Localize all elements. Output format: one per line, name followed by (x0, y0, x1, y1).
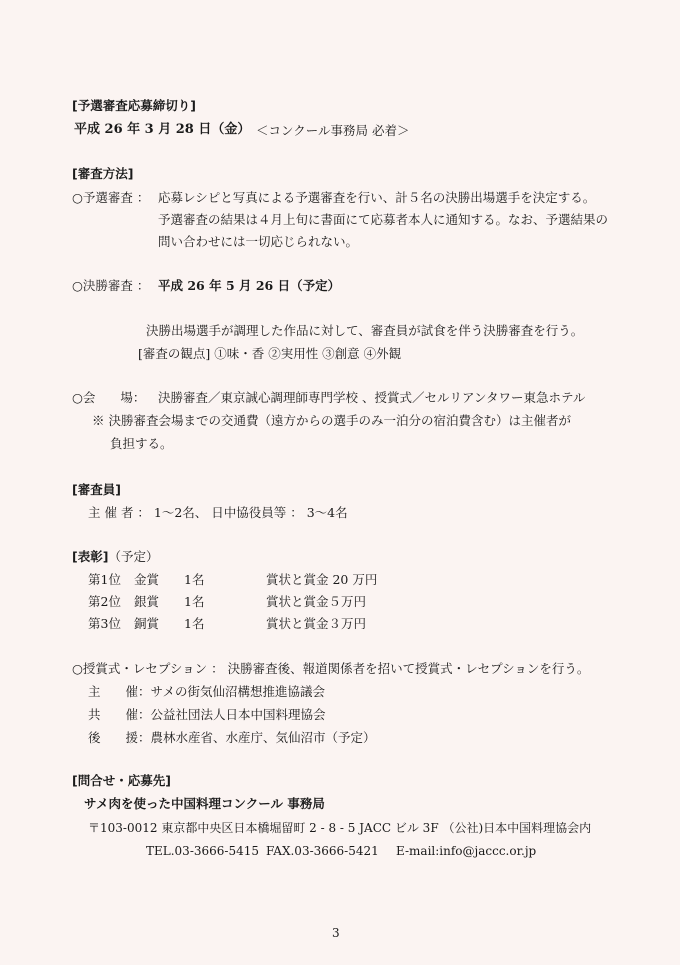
organizer-line: 主 催：サメの街気仙沼構想推進協議会 (88, 684, 326, 699)
award-row-3-name: 銅賞 (134, 616, 160, 631)
judging-criteria: [審査の観点] ①味・香 ②実用性 ③創意 ④外観 (138, 346, 402, 361)
method-heading: [審査方法] (72, 166, 134, 181)
contact-organization: サメ肉を使った中国料理コンクール 事務局 (84, 796, 325, 811)
support-line: 後 援：農林水産省、水産庁、気仙沼市（予定） (88, 730, 376, 745)
transport-note-2: 負担する。 (110, 436, 173, 451)
deadline-heading: [予選審査応募締切り] (72, 98, 196, 113)
cohost-line: 共 催：公益社団法人日本中国料理協会 (88, 707, 326, 722)
prelim-line-3: 問い合わせには一切応じられない。 (158, 234, 359, 249)
contact-heading: [問合せ・応募先] (72, 773, 171, 788)
award-row-2-rank: 第2位 (88, 594, 121, 609)
awards-heading: [表彰] (72, 549, 109, 564)
contact-fax: FAX.03-3666-5421 (266, 844, 379, 858)
awards-heading-row (72, 549, 158, 565)
final-date: 平成 26 年 5 月 26 日（予定） (158, 278, 341, 293)
final-description: 決勝出場選手が調理した作品に対して、審査員が試食を伴う決勝審査を行う。 (146, 323, 584, 338)
award-row-3-rank: 第3位 (88, 616, 121, 631)
judges-heading: [審査員] (72, 482, 121, 497)
ceremony-line: ○授賞式・レセプション ： 決勝審査後、報道関係者を招いて授賞式・レセプションを行う。 (72, 661, 590, 676)
award-row-2-name: 銀賞 (134, 594, 160, 609)
award-row-1-name: 金賞 (134, 572, 160, 587)
transport-note-1: ※ 決勝審査会場までの交通費（遠方からの選手のみ一泊分の宿泊費含む）は主催者が (92, 413, 571, 428)
award-row-2-count: 1名 (184, 594, 205, 609)
venue-label: ○会 場： (72, 390, 146, 405)
prelim-label: ○予選審査 ： (72, 190, 150, 205)
venue-text: 決勝審査／東京誠心調理師専門学校 、授賞式／セルリアンタワー東急ホテル (158, 390, 586, 405)
awards-heading-note: （予定） (108, 549, 159, 564)
award-row-1-prize: 賞状と賞金 20 万円 (266, 572, 378, 587)
award-row-2-prize: 賞状と賞金５万円 (266, 594, 367, 609)
page-number: 3 (332, 926, 340, 940)
judges-line: 主 催 者 ： 1～2名、 日中協役員等 ： 3～4名 (88, 505, 348, 520)
award-row-1-count: 1名 (184, 572, 205, 587)
award-row-3-prize: 賞状と賞金３万円 (266, 616, 367, 631)
contact-email: E-mail:info@jaccc.or.jp (396, 844, 537, 858)
deadline-date: 平成 26 年 3 月 28 日（金） (74, 122, 251, 137)
contact-address: 〒103-0012 東京都中央区日本橋堀留町 2 - 8 - 5 JACC ビル 3F （公社)日本中国料理協会内 (88, 821, 592, 835)
award-row-1-rank: 第1位 (88, 572, 121, 587)
deadline-note: ＜コンクール事務局 必着＞ (256, 123, 410, 138)
final-label: ○決勝審査 ： (72, 278, 150, 293)
contact-tel: TEL.03-3666-5415 (146, 844, 260, 858)
prelim-line-1: 応募レシピと写真による予選審査を行い、計５名の決勝出場選手を決定する。 (158, 190, 596, 205)
award-row-3-count: 1名 (184, 616, 205, 631)
prelim-line-2: 予選審査の結果は４月上旬に書面にて応募者本人に通知する。なお、予選結果の (158, 212, 609, 227)
